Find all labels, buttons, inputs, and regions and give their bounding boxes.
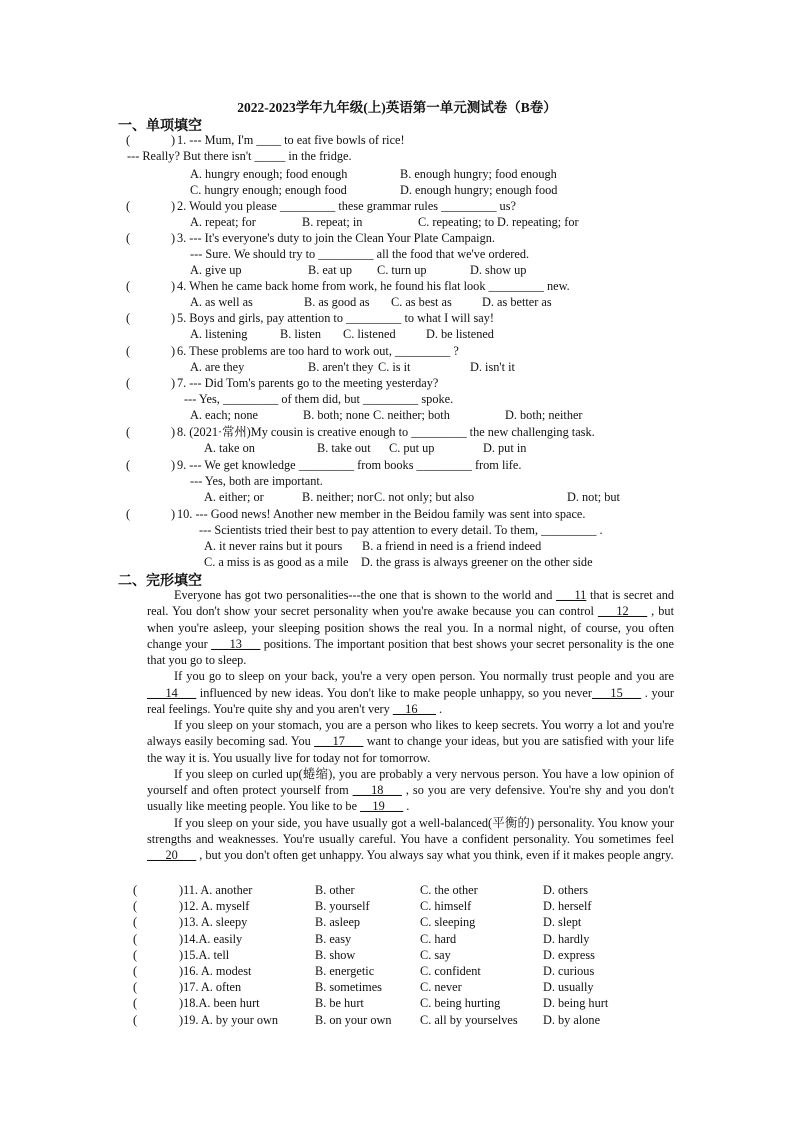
blank-number: ___18___ — [352, 783, 402, 797]
question-dialogue-line: --- Yes, both are important. — [190, 474, 323, 488]
cloze-option-a: )15.A. tell — [179, 947, 230, 962]
cloze-option-d: D. others — [543, 883, 589, 897]
cloze-option-b: B. show — [315, 947, 356, 962]
answer-option: C. put up — [389, 441, 435, 455]
passage-paragraph — [147, 668, 674, 717]
question-stem: 3. --- It's everyone's duty to join the Clean Your Plate Campaign. — [177, 231, 495, 245]
question-stem: 8. (2021·常州)My cousin is creative enough to _________ the new challenging task. — [177, 425, 595, 439]
passage-paragraph — [147, 766, 674, 815]
question-stem: 1. --- Mum, I'm ____ to eat five bowls of rice! — [177, 133, 405, 147]
answer-paren-open: ( — [133, 931, 138, 946]
answer-option: C. is it — [378, 360, 411, 374]
cloze-option-a: )17. A. often — [179, 980, 242, 995]
answer-paren-open: ( — [126, 311, 131, 325]
cloze-option-b: B. be hurt — [315, 996, 364, 1011]
cloze-option-a: )19. A. by your own — [179, 1012, 279, 1027]
cloze-option-b: B. sometimes — [315, 980, 382, 995]
blank-number: ___11 — [556, 588, 587, 602]
blank-number: ___14___ — [147, 685, 197, 700]
cloze-option-c: C. himself — [420, 899, 472, 914]
answer-option: B. eat up — [308, 263, 353, 277]
question-dialogue-line: --- Scientists tried their best to pay attention to every detail. To them, _________ . — [199, 523, 603, 537]
cloze-option-c: C. never — [420, 980, 462, 995]
passage-paragraph — [147, 815, 674, 864]
passage-text: that is secret and real. You don't show your secret personality when you're awake because you can control — [147, 588, 674, 619]
answer-option: D. be listened — [426, 327, 494, 341]
answer-paren-close: ) — [171, 231, 176, 245]
question-dialogue-line: --- Really? But there isn't _____ in the fridge. — [127, 149, 352, 163]
answer-option: A. listening — [190, 327, 248, 341]
cloze-option-d: D. being hurt — [543, 996, 609, 1011]
answer-paren-close: ) — [171, 199, 176, 213]
answer-paren-open: ( — [126, 376, 131, 390]
cloze-option-d: D. herself — [543, 899, 592, 914]
cloze-option-d: D. express — [543, 947, 595, 962]
cloze-option-c: C. say — [420, 947, 451, 962]
cloze-option-a: )12. A. myself — [179, 899, 250, 914]
answer-option: B. neither; nor — [302, 490, 374, 504]
question-stem: 2. Would you please _________ these grammar rules _________ us? — [177, 199, 516, 213]
exam-title: 2022-2023学年九年级(上)英语第一单元测试卷（B卷） — [237, 100, 557, 115]
answer-option: C. turn up — [377, 263, 427, 277]
answer-option: A. as well as — [190, 295, 253, 309]
answer-option: A. either; or — [204, 490, 264, 504]
answer-option: B. take out — [317, 441, 371, 455]
cloze-option-c: C. the other — [420, 883, 478, 897]
answer-paren-close: ) — [171, 507, 176, 521]
passage-text: , but when you're asleep, your sleeping position shows the real you. In a normal night, of course, you often change your — [147, 604, 674, 651]
answer-option: C. neither; both — [373, 408, 450, 422]
passage-text: If you go to sleep on your back, you're a very open person. You normally trust people and you are — [174, 669, 674, 684]
answer-paren-open: ( — [133, 899, 138, 914]
blank-number: ___20___ — [147, 848, 197, 862]
cloze-option-a: )11. A. another — [179, 883, 253, 897]
passage-text: influenced by new ideas. You don't like to make people unhappy, so you never — [196, 685, 592, 700]
answer-option: B. aren't they — [308, 360, 374, 374]
answer-paren-open: ( — [133, 883, 138, 897]
section2-heading: 二、完形填空 — [118, 574, 202, 589]
answer-paren-open: ( — [126, 231, 131, 245]
answer-option: D. not; but — [567, 490, 620, 504]
cloze-option-a: )14.A. easily — [179, 931, 243, 946]
question-stem: 6. These problems are too hard to work out, _________ ? — [177, 344, 459, 358]
answer-option: D. repeating; for — [497, 215, 579, 229]
answer-option: A. repeat; for — [190, 215, 256, 229]
answer-paren-close: ) — [171, 133, 176, 147]
cloze-option-b: B. other — [315, 883, 355, 897]
blank-number: __19___ — [360, 799, 404, 814]
answer-paren-close: ) — [171, 425, 176, 439]
cloze-option-a: )18.A. been hurt — [179, 996, 260, 1011]
answer-option: A. are they — [190, 360, 245, 374]
answer-option: D. both; neither — [505, 408, 583, 422]
question-stem: 7. --- Did Tom's parents go to the meeting yesterday? — [177, 376, 439, 390]
passage-text: . — [435, 701, 443, 716]
cloze-option-a: )13. A. sleepy — [179, 915, 248, 930]
passage-text: If you sleep on your side, you have usually got a well-balanced(平衡的) personality. You know your strengths and weaknesses. You're usually careful. You have a confident personality. You sometimes feel — [147, 815, 674, 846]
cloze-option-d: D. slept — [543, 915, 582, 930]
answer-option: D. enough hungry; enough food — [400, 183, 558, 197]
answer-paren-open: ( — [133, 1012, 138, 1027]
cloze-passage — [147, 587, 674, 863]
cloze-option-a: )16. A. modest — [179, 964, 252, 978]
answer-option: B. a friend in need is a friend indeed — [362, 539, 542, 553]
answer-paren-close: ) — [171, 311, 176, 325]
answer-option: D. as better as — [482, 295, 552, 309]
answer-option: B. repeat; in — [302, 215, 363, 229]
passage-text: . your real feelings. You're quite shy and you aren't very — [147, 685, 674, 716]
blank-number: ___12___ — [597, 604, 648, 619]
question-stem: 4. When he came back home from work, he found his flat look _________ new. — [177, 279, 570, 293]
answer-option: D. isn't it — [470, 360, 515, 374]
section1-heading: 一、单项填空 — [118, 119, 202, 134]
answer-paren-open: ( — [133, 964, 138, 978]
cloze-option-d: D. by alone — [543, 1012, 601, 1027]
answer-paren-open: ( — [133, 980, 138, 995]
cloze-option-c: C. being hurting — [420, 996, 501, 1011]
passage-text: Everyone has got two personalities---the one that is shown to the world and — [174, 588, 557, 602]
answer-option: D. put in — [483, 441, 527, 455]
cloze-option-b: B. yourself — [315, 899, 370, 914]
answer-option: B. both; none — [303, 408, 370, 422]
answer-paren-open: ( — [133, 947, 138, 962]
answer-paren-close: ) — [171, 279, 176, 293]
answer-paren-open: ( — [133, 996, 138, 1011]
answer-paren-open: ( — [133, 915, 138, 930]
cloze-option-c: C. sleeping — [420, 915, 476, 930]
answer-paren-close: ) — [171, 458, 176, 472]
cloze-option-b: B. asleep — [315, 915, 361, 930]
answer-option: A. hungry enough; food enough — [190, 167, 348, 181]
answer-option: D. the grass is always greener on the other side — [361, 555, 593, 569]
answer-paren-open: ( — [126, 279, 131, 293]
cloze-option-b: B. on your own — [315, 1012, 392, 1027]
passage-paragraph — [147, 587, 674, 668]
passage-text: If you sleep on your stomach, you are a person who likes to keep secrets. You worry a lot and you're always easily becoming sad. You — [147, 718, 674, 749]
answer-paren-open: ( — [126, 199, 131, 213]
cloze-option-c: C. confident — [420, 964, 481, 978]
answer-option: C. hungry enough; enough food — [190, 183, 347, 197]
passage-text: , so you are very defensive. You're shy and you don't usually like meeting people. You like to be — [147, 783, 674, 814]
question-stem: 10. --- Good news! Another new member in the Beidou family was sent into space. — [177, 507, 586, 521]
answer-option: C. listened — [343, 327, 396, 341]
question-stem: 9. --- We get knowledge _________ from books _________ from life. — [177, 458, 522, 472]
answer-option: C. not only; but also — [374, 490, 475, 504]
answer-option: A. take on — [204, 441, 255, 455]
answer-option: B. enough hungry; food enough — [400, 167, 557, 181]
answer-option: C. repeating; to — [418, 215, 495, 229]
question-dialogue-line: --- Yes, _________ of them did, but _________ spoke. — [184, 392, 454, 406]
answer-paren-open: ( — [126, 507, 131, 521]
question-dialogue-line: --- Sure. We should try to _________ all the food that we've ordered. — [190, 247, 530, 261]
cloze-option-d: D. hardly — [543, 931, 590, 946]
answer-option: A. it never rains but it pours — [204, 539, 343, 553]
answer-paren-open: ( — [126, 133, 131, 147]
cloze-option-d: D. curious — [543, 964, 595, 978]
blank-number: ___13___ — [211, 636, 261, 651]
answer-paren-open: ( — [126, 344, 131, 358]
answer-option: A. give up — [190, 263, 242, 277]
question-stem: 5. Boys and girls, pay attention to _________ to what I will say! — [177, 311, 494, 325]
cloze-option-c: C. all by yourselves — [420, 1012, 518, 1027]
answer-paren-close: ) — [171, 344, 176, 358]
cloze-option-b: B. easy — [315, 931, 352, 946]
passage-paragraph — [147, 717, 674, 766]
answer-option: C. a miss is as good as a mile — [204, 555, 349, 569]
answer-paren-close: ) — [171, 376, 176, 390]
answer-paren-open: ( — [126, 458, 131, 472]
blank-number: __16___ — [392, 701, 436, 716]
passage-text: want to change your ideas, but you are satisfied with your life the way it is. You usually live for today not for tomorrow. — [147, 734, 674, 765]
answer-option: A. each; none — [190, 408, 258, 422]
passage-text: . — [403, 799, 410, 814]
answer-option: C. as best as — [391, 295, 452, 309]
cloze-option-d: D. usually — [543, 980, 594, 995]
cloze-option-c: C. hard — [420, 931, 457, 946]
passage-text: , but you don't often get unhappy. You always say what you think, even if it makes people angry. — [196, 848, 674, 862]
cloze-option-b: B. energetic — [315, 964, 375, 978]
blank-number: ___17___ — [314, 734, 364, 749]
answer-paren-open: ( — [126, 425, 131, 439]
answer-option: B. listen — [280, 327, 321, 341]
passage-text: positions. The important position that best shows your secret personality is the one that you go to sleep. — [147, 636, 674, 667]
answer-option: B. as good as — [304, 295, 370, 309]
blank-number: ___15___ — [591, 685, 642, 700]
answer-option: D. show up — [470, 263, 527, 277]
passage-text: If you sleep on curled up(蜷缩), you are probably a very nervous person. You have a low opinion of yourself and often protect yourself from — [147, 766, 674, 797]
